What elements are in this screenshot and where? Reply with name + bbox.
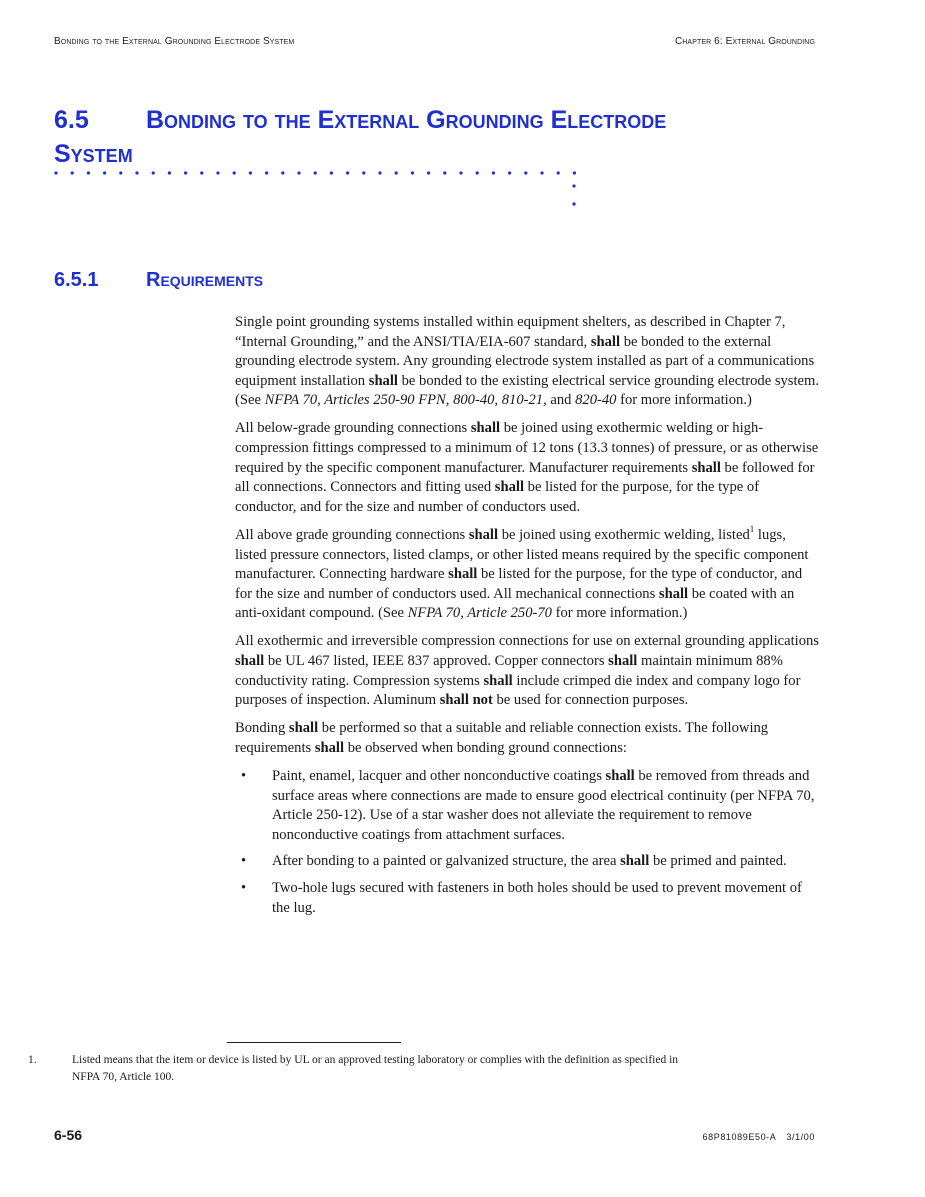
body-text xyxy=(235,313,821,925)
section-title-line2: System xyxy=(54,140,133,168)
rule-dot xyxy=(168,171,171,174)
rule-dot xyxy=(395,171,398,174)
rule-dot xyxy=(330,171,333,174)
rule-dot xyxy=(71,171,74,174)
bullet-icon: • xyxy=(241,767,247,784)
rule-dot xyxy=(216,171,219,174)
rule-dot xyxy=(540,171,543,174)
footnote-text-line2: NFPA 70, Article 100. xyxy=(72,1071,175,1083)
list-item: • After bonding to a painted or galvanized structure, the area shall be primed and painted. xyxy=(235,852,821,872)
paragraph-5: Bonding shall be performed so that a suitable and reliable connection exists. The following requirements shall be observed when bonding ground connections: xyxy=(235,720,769,756)
rule-dot xyxy=(314,171,317,174)
subsection-title: Requirements xyxy=(146,269,264,291)
rule-dot xyxy=(87,171,90,174)
footnote xyxy=(22,1052,802,1086)
list-item: • Paint, enamel, lacquer and other nonconductive coatings shall be removed from threads and surface areas where connections are made to ensure good electrical continuity (per NFPA 70, Article 250-12). Use of a star washer does not alleviate the requirement to remove nonconductive coatings from attachment surfaces. xyxy=(241,767,815,843)
section-number: 6.5 xyxy=(54,106,89,134)
footnote-separator xyxy=(227,1042,401,1043)
running-header-left: Bonding to the External Grounding Electrode System xyxy=(54,36,295,47)
rule-dot xyxy=(103,171,106,174)
page-number: 6-56 xyxy=(54,1127,83,1143)
document-id: 68P81089E50-A 3/1/00 xyxy=(702,1132,815,1142)
rule-dot xyxy=(54,171,57,174)
rule-dot xyxy=(573,171,576,174)
document-date: 3/1/00 xyxy=(786,1132,815,1142)
rule-dot xyxy=(233,171,236,174)
rule-dot xyxy=(476,171,479,174)
paragraph-2: All below-grade grounding connections shall be joined using exothermic welding or high-compression fittings compressed to a minimum of 12 tons (13.3 tonnes) of pressure, or as otherwise required by the specific component manufacturer. Manufacturer requirements shall be followed for all connections. Connectors and fitting used shall be listed for the purpose, for the type of conductor, and for the size and number of conductors used. xyxy=(235,420,819,515)
dotted-rule xyxy=(54,156,582,216)
rule-dot xyxy=(346,171,349,174)
rule-dot xyxy=(524,171,527,174)
rule-dot xyxy=(443,171,446,174)
rule-dot xyxy=(459,171,462,174)
paragraph-4: All exothermic and irreversible compression connections for use on external grounding applications shall be UL 467 listed, IEEE 837 approved. Copper connectors shall maintain minimum 88% conductivity rating. Compression systems shall include crimped die index and company logo for purposes of inspection. Aluminum shall not be used for connection purposes. xyxy=(235,633,819,709)
rule-dot xyxy=(411,171,414,174)
bullet-icon: • xyxy=(241,853,247,870)
rule-dot xyxy=(557,171,560,174)
rule-dot xyxy=(265,171,268,174)
rule-dot xyxy=(135,171,138,174)
subsection-heading xyxy=(54,266,263,294)
rule-dot xyxy=(249,171,252,174)
rule-dot xyxy=(184,171,187,174)
paragraph-1: Single point grounding systems installed within equipment shelters, as described in Chapter 7, “Internal Grounding,” and the ANSI/TIA/EIA-607 standard, shall be bonded to the external grounding electrode system. Any grounding electrode system installed as part of a communications equipment installation shall be bonded to the existing electrical service grounding electrode system. (See NFPA 70, Articles 250-90 FPN, 800-40, 810-21, and 820-40 for more information.) xyxy=(235,314,820,409)
bullet-icon: • xyxy=(241,879,247,896)
rule-dot xyxy=(508,171,511,174)
list-item: • Two-hole lugs secured with fasteners in both holes should be used to prevent movement of the lug. xyxy=(241,879,802,916)
running-header-right: Chapter 6: External Grounding xyxy=(674,36,815,47)
rule-dot xyxy=(427,171,430,174)
rule-dot xyxy=(152,171,155,174)
section-title-line1: Bonding to the External Grounding Electrode xyxy=(146,106,667,134)
requirements-list xyxy=(235,767,821,918)
rule-dot xyxy=(297,171,300,174)
paragraph-3: All above grade grounding connections shall be joined using exothermic welding, listed$^1$ lugs, listed pressure connectors, listed clamps, or other listed means required by the specific component manufacturer. Connecting hardware shall be listed for the purpose, for the type of conductor, and for the size and number of conductors used. All mechanical connections shall be coated with an anti-oxidant compound. (See NFPA 70, Article 250-70 for more information.) xyxy=(235,524,809,622)
rule-dot xyxy=(281,171,284,174)
footnote-text-line1: Listed means that the item or device is listed by UL or an approved testing laboratory or complies with the definition as specified in xyxy=(72,1054,679,1066)
rule-dot xyxy=(362,171,365,174)
rule-dot xyxy=(119,171,122,174)
rule-dot xyxy=(200,171,203,174)
rule-dot xyxy=(492,171,495,174)
rule-dot xyxy=(378,171,381,174)
subsection-number: 6.5.1 xyxy=(54,269,99,291)
footnote-reference: 1 xyxy=(749,524,755,535)
footnote-mark: 1. xyxy=(28,1054,37,1066)
